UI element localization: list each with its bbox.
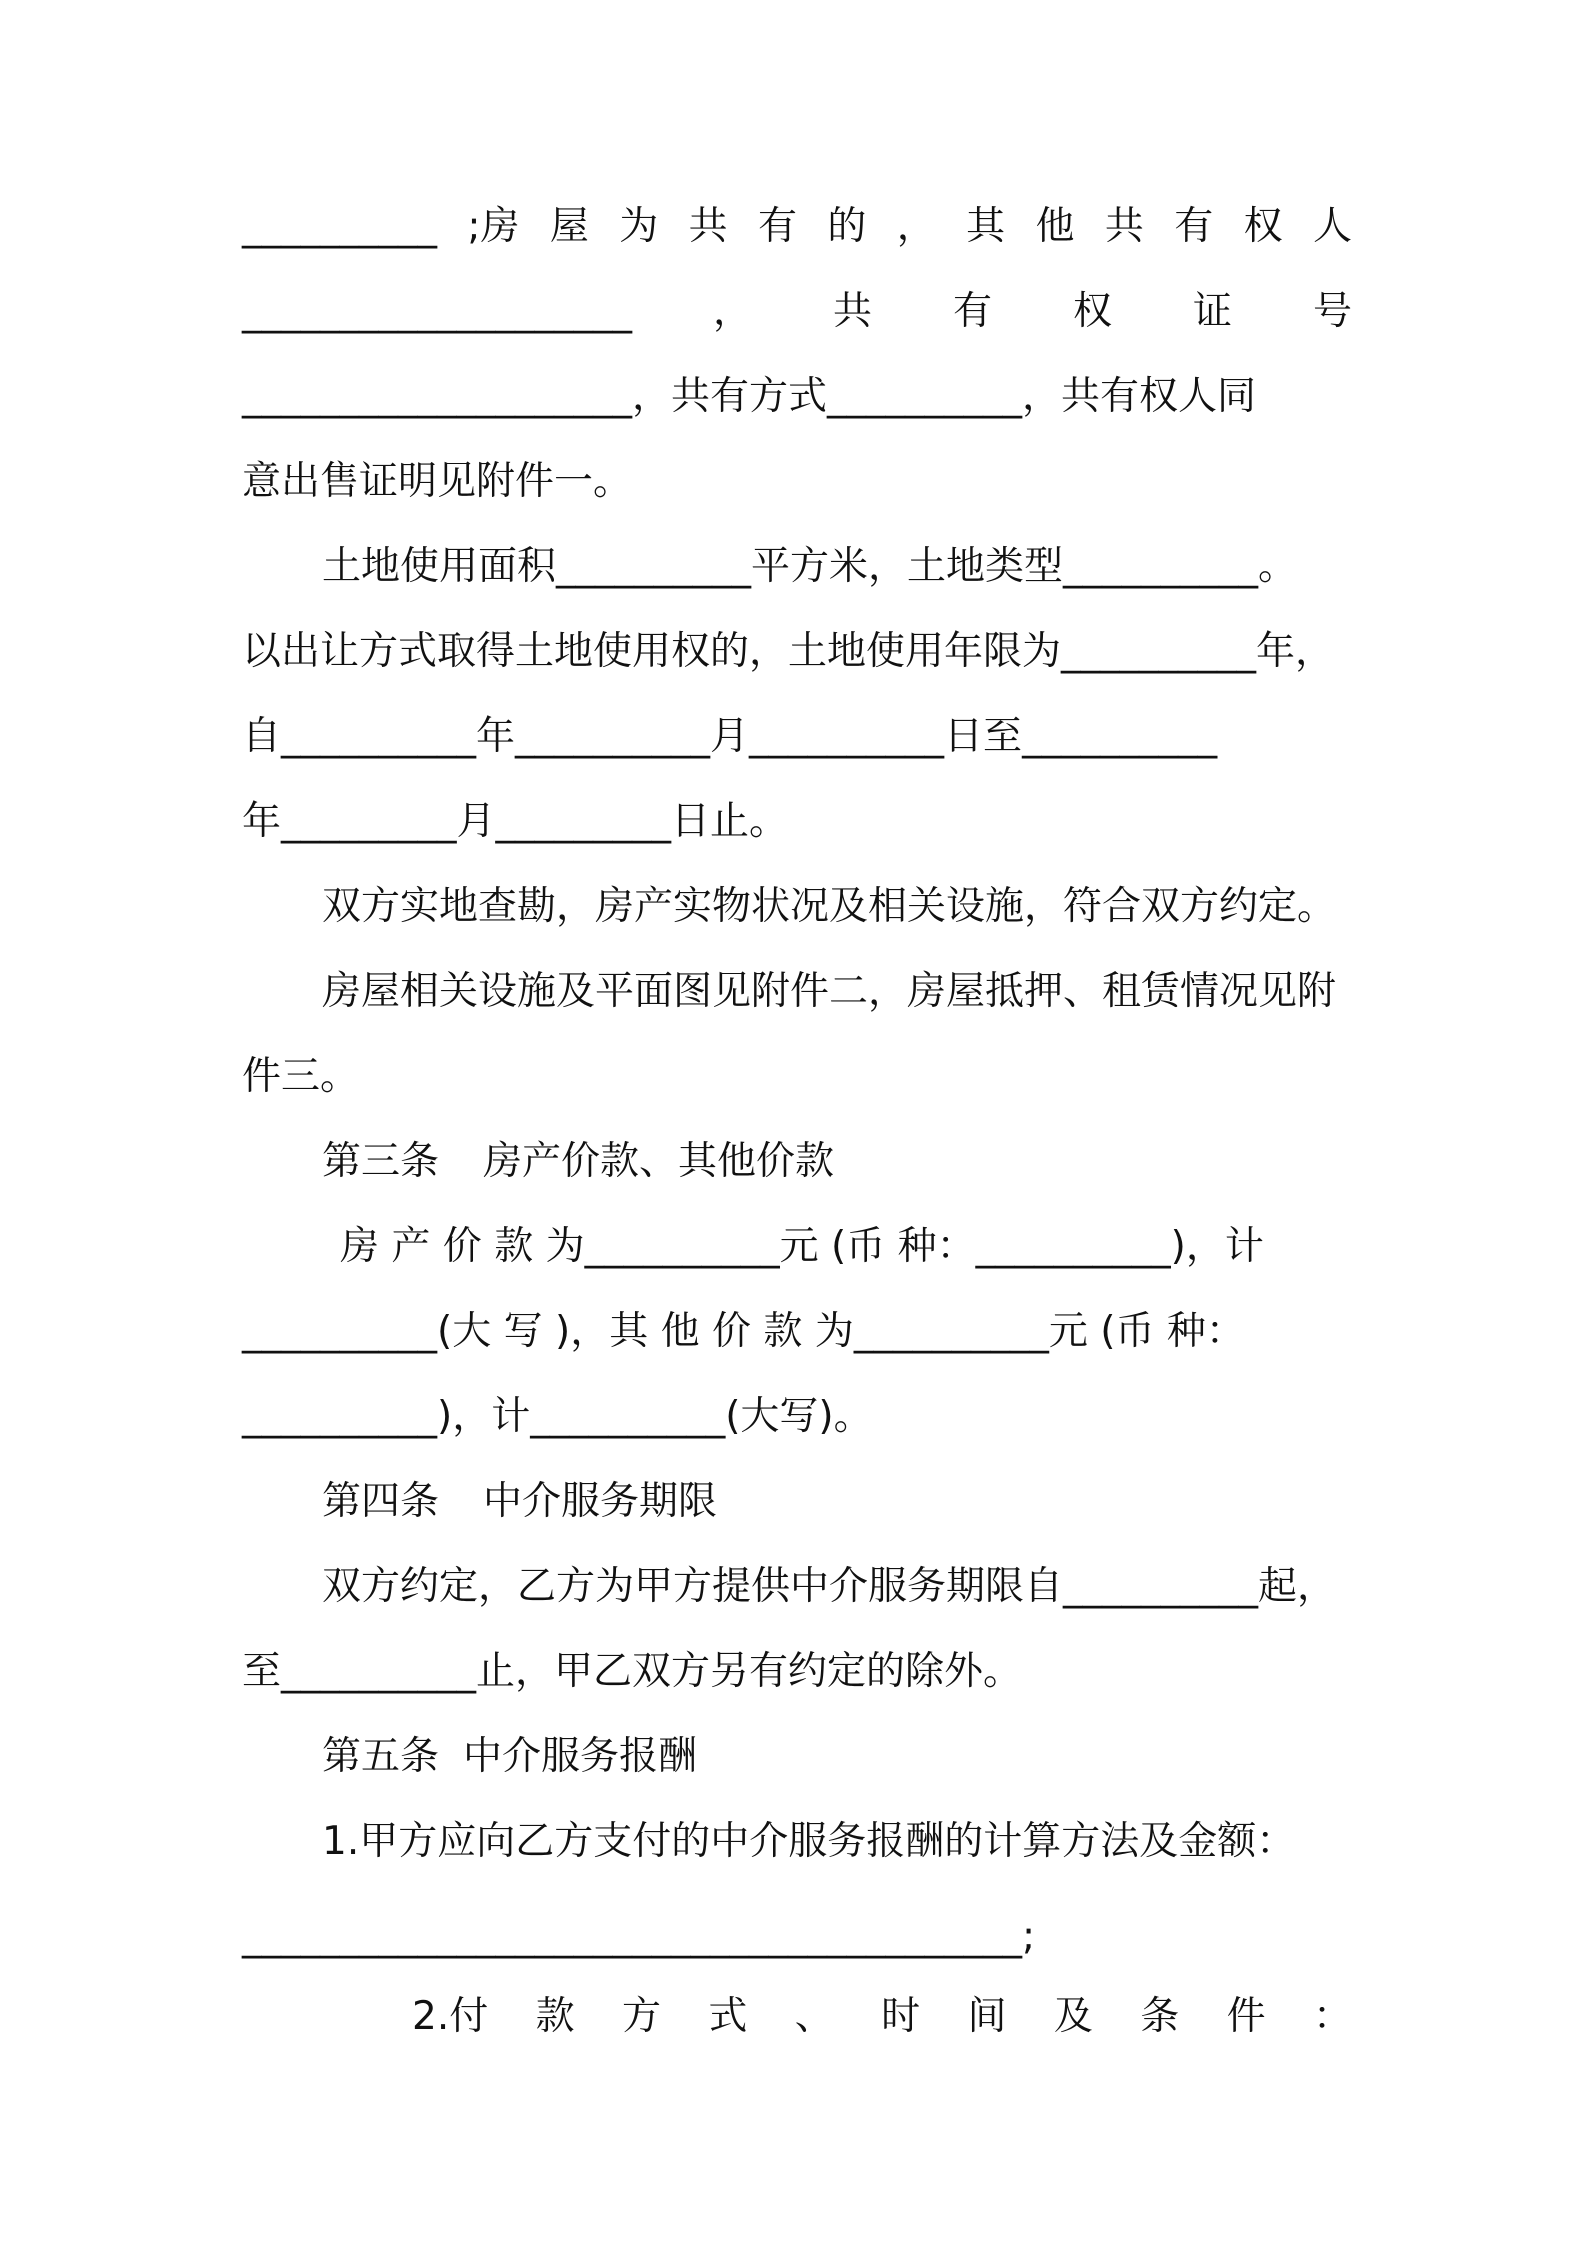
text-segment: 自 bbox=[242, 714, 282, 759]
text-line bbox=[242, 695, 1352, 779]
text-segment: 年 bbox=[476, 714, 516, 759]
text-line bbox=[242, 865, 1352, 949]
blank-field: __________ bbox=[515, 714, 711, 759]
blank-field: _________ bbox=[281, 799, 457, 844]
text-line bbox=[242, 525, 1352, 609]
text-segment: 2.付 bbox=[412, 1994, 489, 2039]
text-line bbox=[242, 610, 1352, 694]
text-segment: 屋 bbox=[549, 204, 589, 249]
text-segment: )，计 bbox=[437, 1394, 531, 1439]
blank-field: __________ bbox=[242, 204, 437, 249]
text-segment: ，共有方式 bbox=[632, 374, 828, 419]
text-segment: 起， bbox=[1258, 1564, 1337, 1609]
text-segment: 共 bbox=[688, 204, 728, 249]
blank-field: __________ bbox=[1022, 714, 1218, 759]
text-segment: 款 bbox=[535, 1994, 575, 2039]
section-heading bbox=[242, 1715, 1352, 1799]
text-segment: (大写)。 bbox=[725, 1394, 873, 1439]
blank-field: __________ bbox=[242, 1309, 437, 1354]
text-segment: 有 bbox=[757, 204, 797, 249]
text-line bbox=[242, 1630, 1352, 1714]
text-segment: 月 bbox=[456, 799, 496, 844]
blank-field: __________ bbox=[827, 374, 1023, 419]
text-segment: 止，甲乙双方另有约定的除外。 bbox=[476, 1649, 1023, 1694]
article-number: 第三条 bbox=[322, 1139, 440, 1184]
text-segment: 双方实地查勘，房产实物状况及相关设施，符合双方约定。 bbox=[322, 884, 1337, 929]
text-segment: ; bbox=[1022, 1914, 1036, 1959]
text-segment: 土地使用面积 bbox=[322, 544, 557, 589]
section-heading bbox=[242, 1460, 1352, 1544]
blank-field: ________________________________________ bbox=[242, 1914, 1022, 1959]
text-segment: 号 bbox=[1312, 289, 1352, 334]
text-segment: 有 bbox=[952, 289, 992, 334]
text-segment: 人 bbox=[1312, 204, 1352, 249]
text-line bbox=[242, 270, 1352, 354]
text-segment: 证 bbox=[1192, 289, 1232, 334]
text-segment: 及 bbox=[1053, 1994, 1093, 2039]
text-segment: 房 产 价 款 为 bbox=[340, 1224, 585, 1269]
article-number: 第四条 bbox=[322, 1479, 440, 1524]
blank-field: __________ bbox=[584, 1224, 780, 1269]
text-segment: 房屋相关设施及平面图见附件二，房屋抵押、租赁情况见附 bbox=[322, 969, 1337, 1014]
text-segment: 为 bbox=[619, 204, 659, 249]
section-heading bbox=[242, 1120, 1352, 1204]
text-line bbox=[242, 950, 1352, 1034]
text-segment: 元 (币 种： bbox=[1048, 1309, 1245, 1354]
text-line bbox=[242, 185, 1352, 269]
text-line bbox=[242, 1035, 1352, 1119]
text-segment: 件 bbox=[1226, 1994, 1266, 2039]
text-line bbox=[242, 1895, 1352, 1979]
text-segment: 件三。 bbox=[242, 1054, 360, 1099]
text-segment: ， bbox=[896, 204, 936, 249]
text-segment: 1.甲方应向乙方支付的中介服务报酬的计算方法及金额： bbox=[322, 1819, 1296, 1864]
text-segment: (大 写 )，其 他 价 款 为 bbox=[437, 1309, 854, 1354]
text-segment: 至 bbox=[242, 1649, 282, 1694]
text-segment: 其 bbox=[966, 204, 1006, 249]
text-segment: 共 bbox=[1104, 204, 1144, 249]
blank-field: __________ bbox=[853, 1309, 1049, 1354]
blank-field: ____________________ bbox=[242, 289, 632, 334]
text-line bbox=[412, 1975, 1352, 2059]
text-segment: 方 bbox=[621, 1994, 661, 2039]
text-segment: 式 bbox=[708, 1994, 748, 2039]
text-segment: 平方米，土地类型 bbox=[751, 544, 1064, 589]
text-segment: ： bbox=[1312, 1994, 1352, 2039]
blank-field: __________ bbox=[530, 1394, 726, 1439]
text-segment: ;房 bbox=[467, 204, 520, 249]
text-segment: 权 bbox=[1072, 289, 1112, 334]
text-segment: 年 bbox=[242, 799, 282, 844]
blank-field: __________ bbox=[281, 1649, 477, 1694]
article-title: 中介服务期限 bbox=[483, 1479, 718, 1524]
text-segment: 月 bbox=[710, 714, 750, 759]
text-segment: 的 bbox=[827, 204, 867, 249]
text-segment: 双方约定，乙方为甲方提供中介服务期限自 bbox=[322, 1564, 1064, 1609]
text-line bbox=[242, 780, 1352, 864]
text-segment: 权 bbox=[1243, 204, 1283, 249]
article-title: 房产价款、其他价款 bbox=[483, 1139, 835, 1184]
text-segment: ，共有权人同 bbox=[1022, 374, 1257, 419]
blank-field: __________ bbox=[749, 714, 945, 759]
text-segment: 、 bbox=[794, 1994, 834, 2039]
text-line bbox=[242, 440, 1352, 524]
text-line bbox=[242, 1375, 1352, 1459]
text-segment: 他 bbox=[1035, 204, 1075, 249]
text-segment: 条 bbox=[1140, 1994, 1180, 2039]
blank-field: _________ bbox=[495, 799, 672, 844]
article-title: 中介服务报酬 bbox=[463, 1734, 698, 1779]
text-segment: 。 bbox=[1258, 544, 1298, 589]
blank-field: __________ bbox=[281, 714, 477, 759]
text-segment: 以出让方式取得土地使用权的，土地使用年限为 bbox=[242, 629, 1062, 674]
text-line bbox=[242, 355, 1352, 439]
text-segment: ， bbox=[712, 289, 752, 334]
text-line bbox=[242, 1545, 1352, 1629]
text-line bbox=[242, 1800, 1352, 1884]
blank-field: __________ bbox=[242, 1394, 437, 1439]
text-segment: 日止。 bbox=[671, 799, 789, 844]
text-segment: 共 bbox=[832, 289, 872, 334]
text-segment: )，计 bbox=[1170, 1224, 1264, 1269]
text-segment: 年， bbox=[1256, 629, 1335, 674]
blank-field: __________ bbox=[975, 1224, 1171, 1269]
text-line bbox=[242, 1290, 1352, 1374]
text-segment: 意出售证明见附件一。 bbox=[242, 459, 633, 504]
article-number: 第五条 bbox=[322, 1734, 440, 1779]
blank-field: __________ bbox=[1061, 629, 1257, 674]
blank-field: __________ bbox=[556, 544, 752, 589]
text-segment: 时 bbox=[881, 1994, 921, 2039]
blank-field: __________ bbox=[1063, 1564, 1259, 1609]
text-segment: 间 bbox=[967, 1994, 1007, 2039]
text-segment: 有 bbox=[1174, 204, 1214, 249]
text-segment: 元 (币 种： bbox=[779, 1224, 976, 1269]
blank-field: ____________________ bbox=[242, 374, 632, 419]
blank-field: __________ bbox=[1063, 544, 1259, 589]
text-segment: 日至 bbox=[944, 714, 1023, 759]
text-line bbox=[242, 1205, 1352, 1289]
